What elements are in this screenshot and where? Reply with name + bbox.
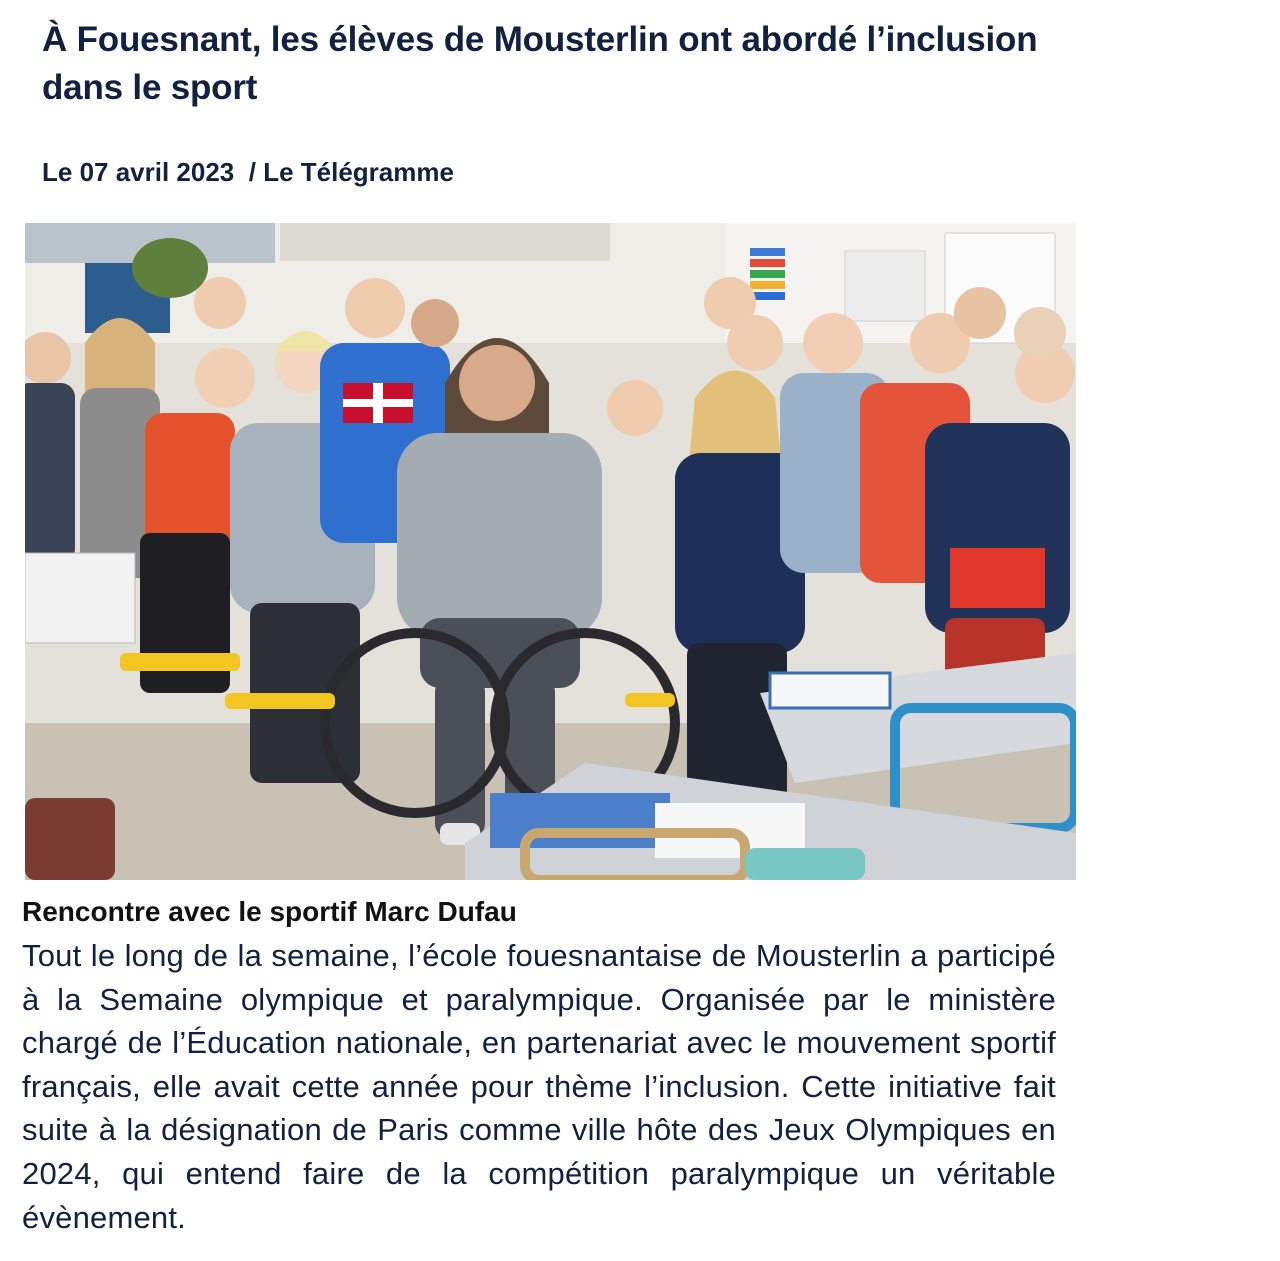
article-date: Le 07 avril 2023 xyxy=(42,157,235,187)
article-photo xyxy=(25,223,1076,880)
article-source: Le Télégramme xyxy=(263,157,454,187)
article-paragraph: Tout le long de la semaine, l’école fouesnantaise de Mousterlin a participé à la Semaine olympique et paralympique. Organisée par le ministère chargé de l’Éducation nationale, en partenariat avec le mouvement sportif français, elle avait cette année pour thème l’inclusion. Cette initiative fait suite à la désignation de Paris comme ville hôte des Jeux Olympiques en 2024, qui entend faire de la compétition paralympique un véritable évènement. xyxy=(22,938,1056,1235)
article-headline: À Fouesnant, les élèves de Mousterlin ont abordé l’inclusion dans le sport xyxy=(42,20,1038,107)
article-byline xyxy=(42,155,454,189)
classroom-photo-illustration xyxy=(25,223,1076,880)
byline-separator: / xyxy=(248,157,256,187)
article-subheading: Rencontre avec le sportif Marc Dufau xyxy=(22,896,517,927)
